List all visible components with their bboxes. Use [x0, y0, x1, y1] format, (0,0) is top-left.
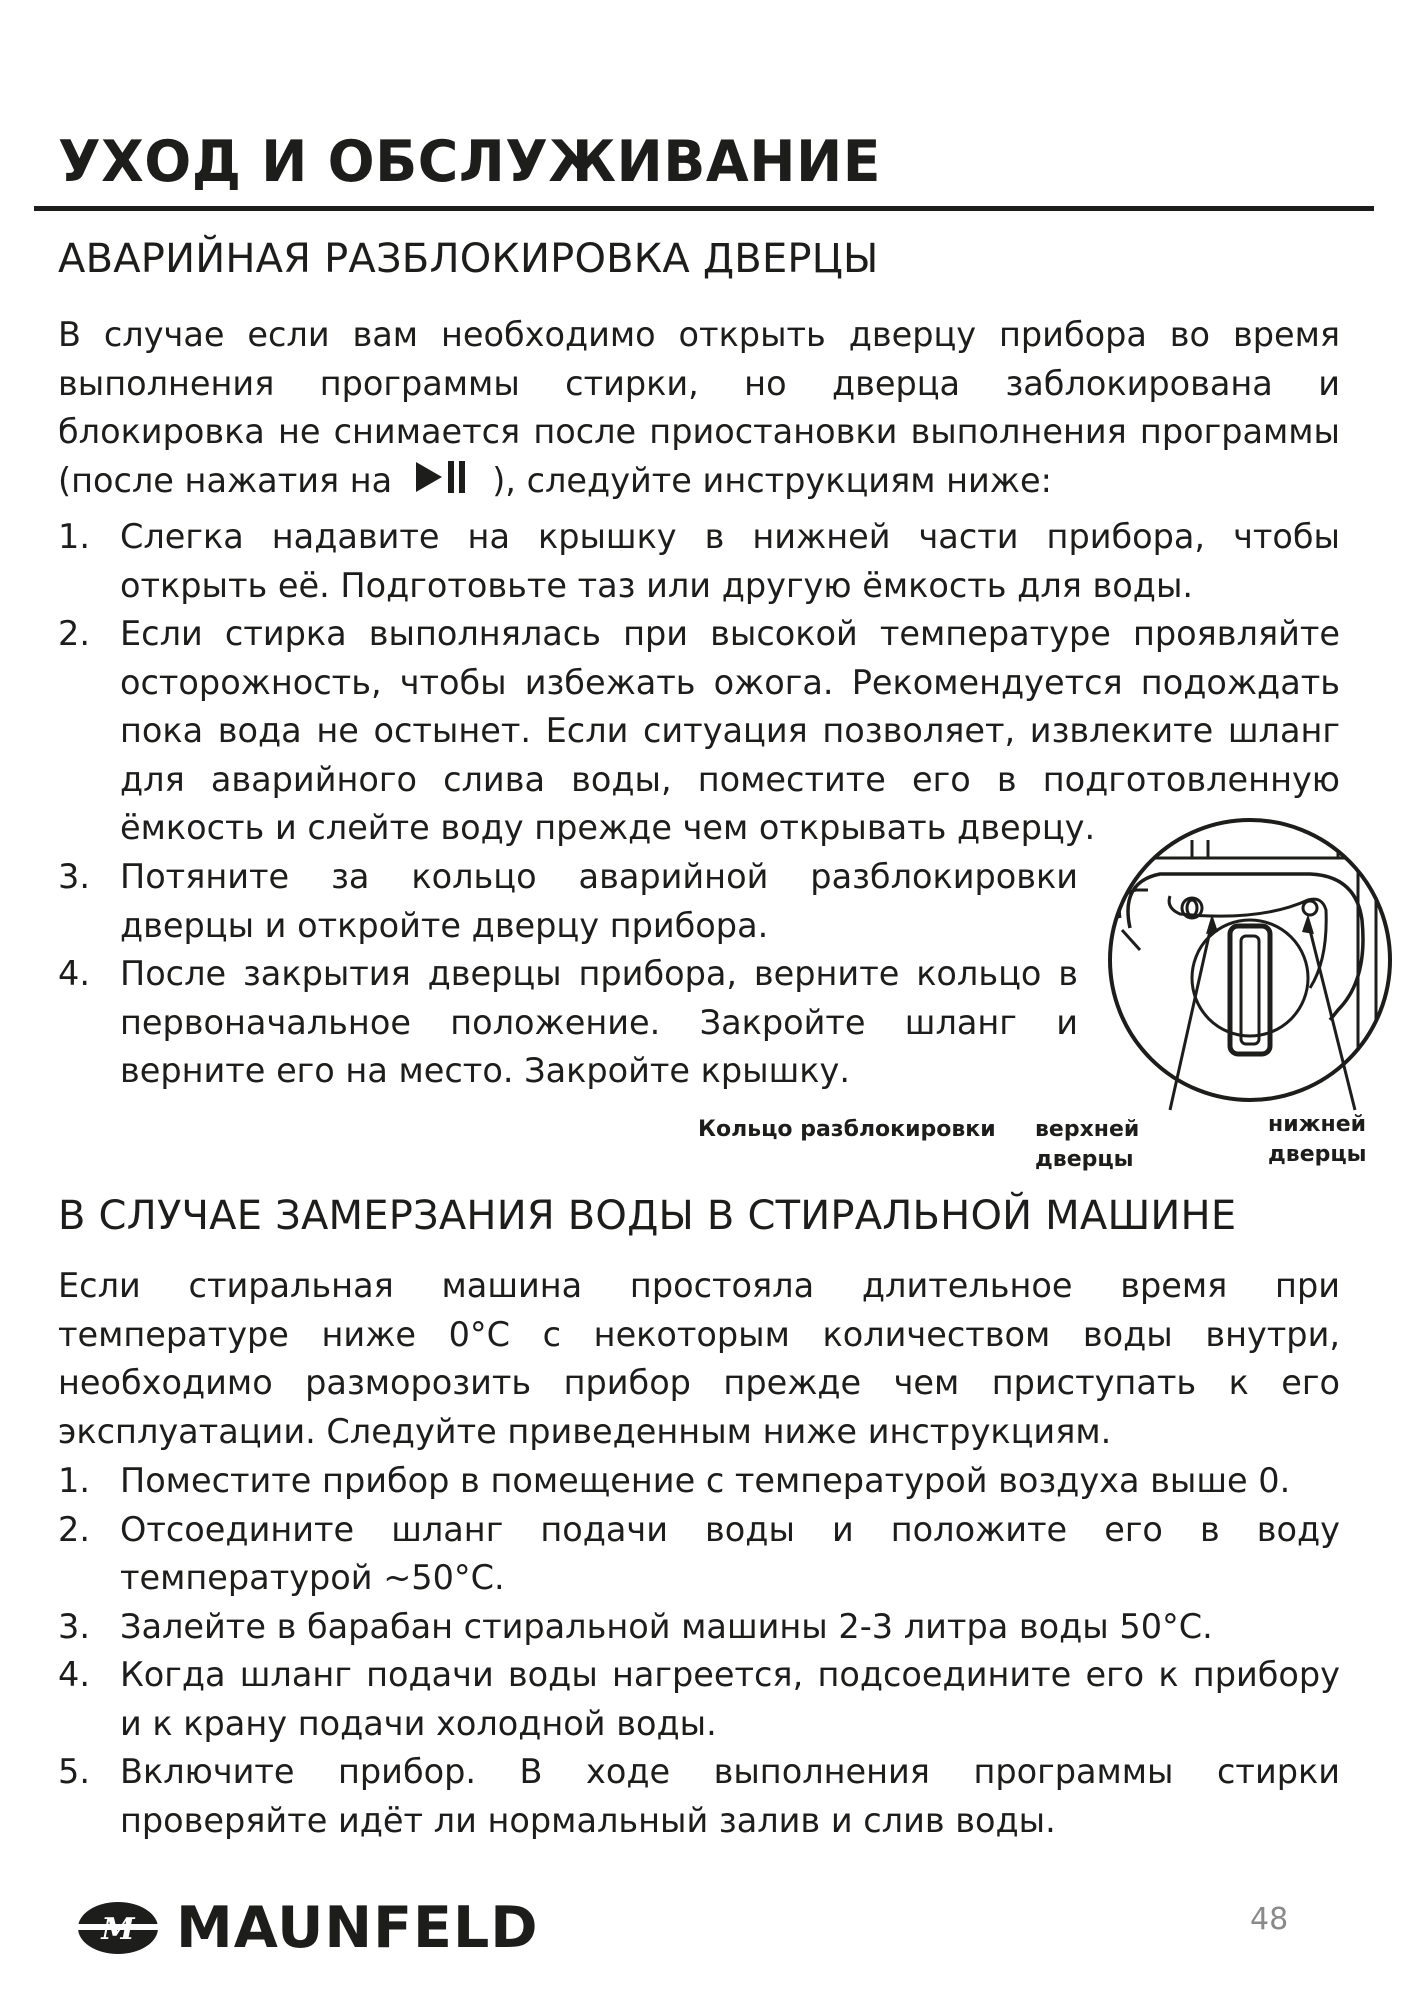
step-number: 4.: [58, 1655, 90, 1694]
step-number: 2.: [58, 1509, 90, 1549]
label-upper-line2: дверцы: [1035, 1147, 1134, 1172]
intro-text-before-icon: В случае если вам необходимо открыть дверцу прибора во время выполнения программы стирки, но дверца заблокирована и блокировка не снимается после приостановки выполнения программы (после нажатия на: [58, 315, 1340, 500]
step-number: 1.: [58, 517, 90, 556]
list-item: [58, 513, 1340, 610]
page-title: УХОД И ОБСЛУЖИВАНИЕ: [58, 129, 881, 195]
brand-name: MAUNFELD: [176, 1895, 539, 1961]
step-number: 1.: [58, 1461, 90, 1500]
maunfeld-logo-icon: [76, 1899, 160, 1957]
step-number: 5.: [58, 1752, 90, 1791]
page-number: 48: [1250, 1902, 1289, 1937]
section1-steps-a: [58, 513, 1340, 853]
section-heading-emergency-unlock: АВАРИЙНАЯ РАЗБЛОКИРОВКА ДВЕРЦЫ: [58, 236, 879, 282]
step-number: 3.: [58, 1606, 90, 1646]
logo-letters: M: [101, 1912, 135, 1947]
list-item: [58, 1603, 1340, 1652]
step-text: Когда шланг подачи воды нагреется, подсоедините его к прибору и к крану подачи холодной воды.: [120, 1655, 1340, 1743]
step-text: Поместите прибор в помещение с температурой воздуха выше 0.: [120, 1461, 1291, 1500]
label-upper-door: [1035, 1115, 1139, 1175]
step-text: Включите прибор. В ходе выполнения программы стирки проверяйте идёт ли нормальный залив и слив воды.: [120, 1752, 1340, 1840]
list-item: [58, 1748, 1340, 1845]
play-pause-icon: [414, 458, 470, 510]
section1-steps-b: [58, 853, 1078, 1096]
label-upper-line1: верхней: [1035, 1117, 1140, 1142]
section2-steps: [58, 1457, 1340, 1845]
label-lower-door: [1268, 1110, 1367, 1170]
callout-lines: [1100, 810, 1400, 1040]
step-number: 2.: [58, 614, 90, 653]
step-text: Залейте в барабан стиральной машины 2-3 литра воды 50°C.: [120, 1606, 1213, 1646]
step-number: 3.: [58, 857, 90, 896]
step-number: 4.: [58, 954, 90, 993]
step-text: Слегка надавите на крышку в нижней части прибора, чтобы открыть её. Подготовьте таз или другую ёмкость для воды.: [120, 517, 1340, 605]
title-divider: [34, 206, 1374, 211]
list-item: [58, 1506, 1340, 1603]
list-item: [58, 1457, 1340, 1506]
step-text: Отсоедините шланг подачи воды и положите его в воду температурой ~50°C.: [120, 1509, 1340, 1597]
step-text: После закрытия дверцы прибора, верните кольцо в первоначальное положение. Закройте шланг и верните его на место. Закройте крышку.: [120, 954, 1078, 1090]
label-lower-line1: нижней: [1268, 1112, 1367, 1137]
list-item: [58, 950, 1078, 1096]
step-text: Потяните за кольцо аварийной разблокировки дверцы и откройте дверцу прибора.: [120, 857, 1078, 945]
list-item: [58, 1651, 1340, 1748]
section2-intro: Если стиральная машина простояла длительное время при температуре ниже 0°C с некоторым количеством воды внутри, необходимо разморозить прибор прежде чем приступать к его эксплуатации. Следуйте приведенным ниже инструкциям.: [58, 1266, 1340, 1451]
unlock-ring-figure: [1100, 810, 1400, 1114]
list-item: [58, 853, 1078, 950]
section1-intro: [58, 311, 1340, 509]
brand-logo: [76, 1895, 539, 1961]
label-lower-line2: дверцы: [1268, 1142, 1367, 1167]
step-text: Если стирка выполнялась при высокой температуре проявляйте осторожность, чтобы избежать ожога. Рекомендуется подождать пока вода не остынет. Если ситуация позволяет, извлеките шланг для аварийного слива воды, поместите его в подготовленную ёмкость и слейте воду прежде чем открывать дверцу.: [120, 614, 1340, 847]
intro-text-after-icon: ), следуйте инструкциям ниже:: [492, 460, 1052, 500]
label-unlock-ring: Кольцо разблокировки: [698, 1117, 996, 1142]
section-heading-frozen-water: В СЛУЧАЕ ЗАМЕРЗАНИЯ ВОДЫ В СТИРАЛЬНОЙ МАШИНЕ: [58, 1193, 1237, 1239]
